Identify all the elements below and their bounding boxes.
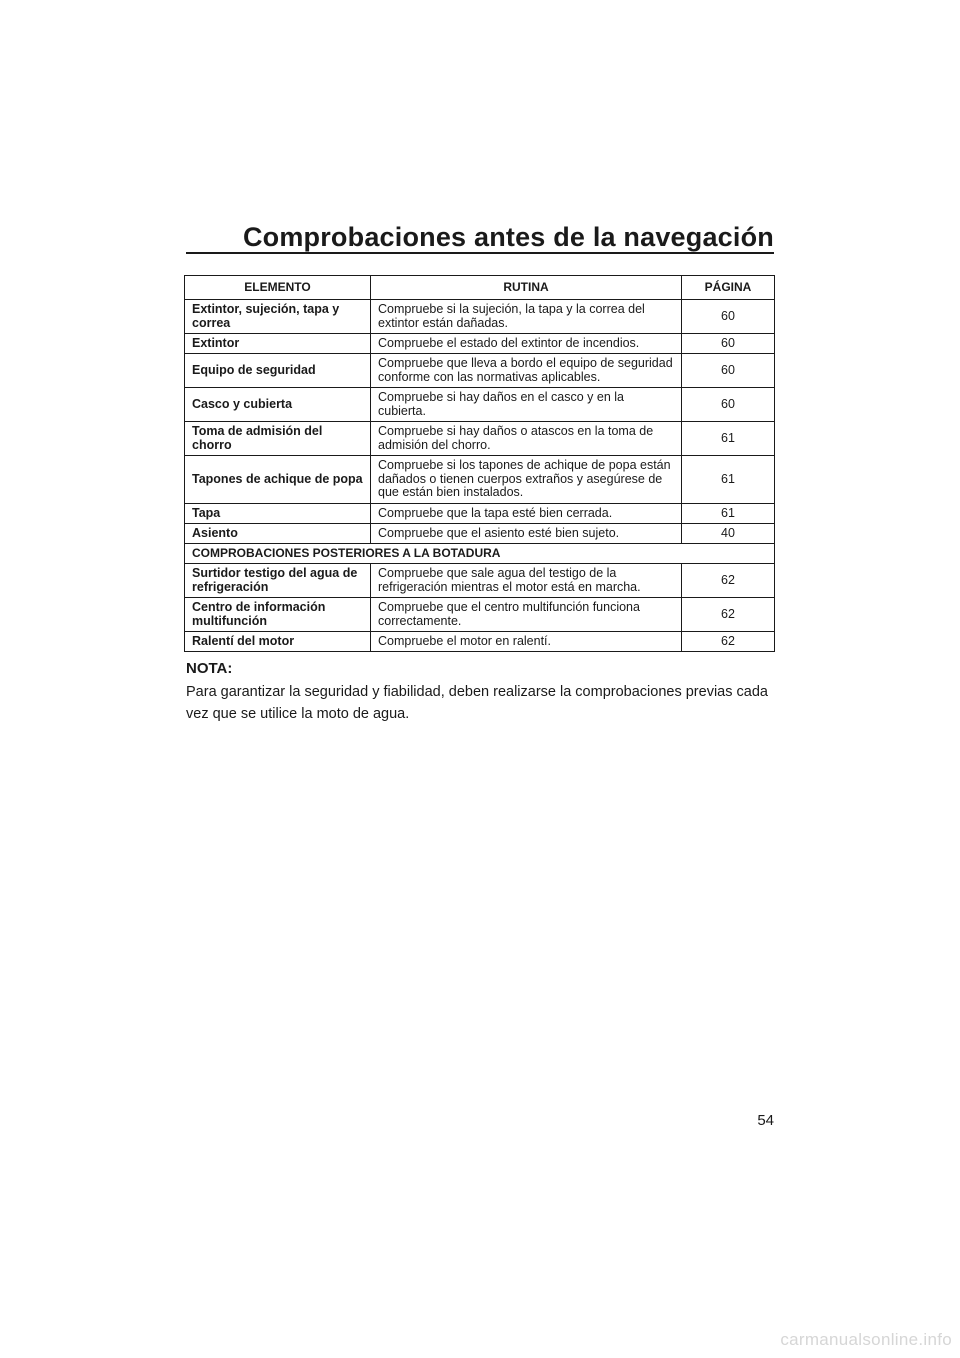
row-routine: Compruebe si la sujeción, la tapa y la correa del extintor están dañadas. bbox=[371, 300, 682, 334]
table-row bbox=[185, 388, 775, 422]
row-item: Tapones de achique de popa bbox=[185, 456, 371, 504]
section-heading: COMPROBACIONES POSTERIORES A LA BOTADURA bbox=[185, 544, 775, 564]
row-page: 60 bbox=[682, 334, 775, 354]
column-header-elemento: ELEMENTO bbox=[185, 276, 371, 300]
row-item: Extintor, sujeción, tapa y correa bbox=[185, 300, 371, 334]
note-body: Para garantizar la seguridad y fiabilidad, deben realizarse la comprobaciones previas cada vez que se utilice la moto de agua. bbox=[186, 684, 768, 722]
table-row bbox=[185, 504, 775, 524]
row-item: Asiento bbox=[185, 524, 371, 544]
row-page: 60 bbox=[682, 354, 775, 388]
note-title: NOTA: bbox=[186, 660, 233, 677]
row-routine: Compruebe que el asiento esté bien sujeto. bbox=[371, 524, 682, 544]
table-row bbox=[185, 300, 775, 334]
row-item: Casco y cubierta bbox=[185, 388, 371, 422]
watermark: carmanualsonline.info bbox=[780, 1330, 952, 1349]
table-row bbox=[185, 524, 775, 544]
row-page: 60 bbox=[682, 388, 775, 422]
title-divider bbox=[186, 252, 774, 254]
row-page: 61 bbox=[682, 422, 775, 456]
row-routine: Compruebe que el centro multifunción funciona correctamente. bbox=[371, 598, 682, 632]
row-item: Equipo de seguridad bbox=[185, 354, 371, 388]
row-item: Ralentí del motor bbox=[185, 632, 371, 652]
table-row bbox=[185, 598, 775, 632]
row-page: 40 bbox=[682, 524, 775, 544]
row-page: 62 bbox=[682, 632, 775, 652]
row-routine: Compruebe si hay daños o atascos en la toma de admisión del chorro. bbox=[371, 422, 682, 456]
table-header-row bbox=[185, 276, 775, 300]
row-routine: Compruebe el motor en ralentí. bbox=[371, 632, 682, 652]
row-routine: Compruebe que sale agua del testigo de la refrigeración mientras el motor está en marcha. bbox=[371, 564, 682, 598]
page-number: 54 bbox=[757, 1112, 774, 1129]
row-page: 61 bbox=[682, 456, 775, 504]
row-item: Centro de información multifunción bbox=[185, 598, 371, 632]
row-page: 62 bbox=[682, 598, 775, 632]
page-title: Comprobaciones antes de la navegación bbox=[242, 222, 774, 252]
table-row bbox=[185, 564, 775, 598]
row-item: Toma de admisión del chorro bbox=[185, 422, 371, 456]
column-header-rutina: RUTINA bbox=[371, 276, 682, 300]
row-routine: Compruebe si hay daños en el casco y en la cubierta. bbox=[371, 388, 682, 422]
table-row bbox=[185, 632, 775, 652]
row-page: 62 bbox=[682, 564, 775, 598]
row-item: Extintor bbox=[185, 334, 371, 354]
row-routine: Compruebe que la tapa esté bien cerrada. bbox=[371, 504, 682, 524]
section-heading-row bbox=[185, 544, 775, 564]
row-routine: Compruebe si los tapones de achique de popa están dañados o tienen cuerpos extraños y asegúrese de que están bien instalados. bbox=[371, 456, 682, 504]
row-item: Surtidor testigo del agua de refrigeración bbox=[185, 564, 371, 598]
row-item: Tapa bbox=[185, 504, 371, 524]
table-row bbox=[185, 334, 775, 354]
table-row bbox=[185, 456, 775, 504]
row-page: 60 bbox=[682, 300, 775, 334]
table-row bbox=[185, 422, 775, 456]
row-routine: Compruebe el estado del extintor de incendios. bbox=[371, 334, 682, 354]
table-row bbox=[185, 354, 775, 388]
pre-operation-checklist-table bbox=[184, 275, 775, 652]
row-page: 61 bbox=[682, 504, 775, 524]
column-header-pagina: PÁGINA bbox=[682, 276, 775, 300]
row-routine: Compruebe que lleva a bordo el equipo de seguridad conforme con las normativas aplicables. bbox=[371, 354, 682, 388]
